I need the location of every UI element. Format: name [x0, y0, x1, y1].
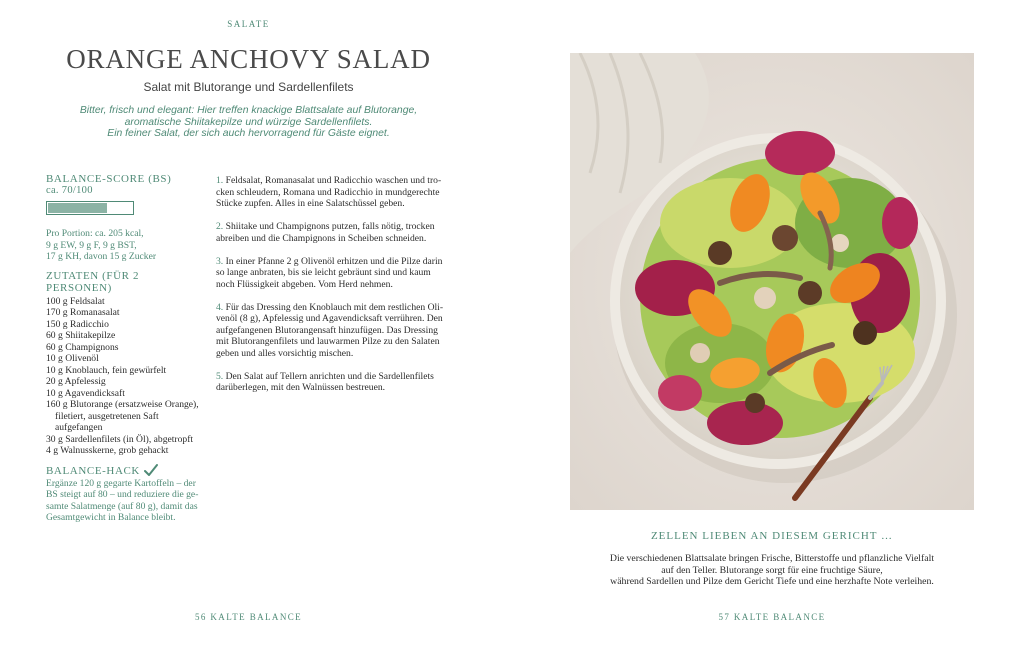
balance-hack-heading: BALANCE-HACK [46, 464, 140, 477]
ingredient-item: 170 g Romanasalat [46, 307, 120, 318]
step-line: Feldsalat, Romanasalat und Radicchio waschen und tro- [225, 175, 442, 186]
step-line: noch Flüssigkeit abgeben. Vom Herd nehmen. [216, 278, 393, 290]
right-page-text [570, 553, 974, 588]
step-line: abreiben und die Champignons in Scheiben schneiden. [216, 232, 427, 244]
ingredient-item: 10 g Agavendicksaft [46, 387, 125, 399]
step-line: cken schleudern, Romana und Radicchio in mundgerechte [216, 186, 440, 198]
ingredients-heading: ZUTATEN (FÜR 2 PERSONEN) [46, 269, 140, 294]
balance-score-value: ca. 70/100 [46, 185, 93, 196]
ingredient-item-continued: aufgefangen [55, 422, 103, 433]
step-3 [216, 256, 456, 291]
balance-score-heading: BALANCE-SCORE (BS) [46, 173, 172, 185]
right-text-line: auf den Teller. Blutorange sorgt für eine fruchtige Säure, [661, 564, 883, 576]
ingredient-item-continued: filetiert, ausgetretenen Saft [55, 410, 159, 422]
balance-hack-header [46, 463, 206, 477]
step-line: aufgefangenen Blutorangensaft hinzufügen. Das Dressing [216, 324, 438, 336]
salad-photo [570, 53, 974, 510]
step-line: Shiitake und Champignons putzen, falls nötig, trocken [225, 221, 435, 232]
ingredient-item: 20 g Apfelessig [46, 376, 106, 387]
step-line: In einer Pfanne 2 g Olivenöl erhitzen und die Pilze darin [225, 255, 443, 267]
intro-line: Ein feiner Salat, der sich auch hervorragend für Gäste eignet. [107, 128, 390, 139]
step-line: Für das Dressing den Knoblauch mit dem restlichen Oli- [225, 301, 444, 313]
step-line: Den Salat auf Tellern anrichten und die Sardellenfilets [225, 370, 434, 382]
ingredient-item: 160 g Blutorange (ersatzweise Orange), [46, 399, 199, 410]
hack-line: Ergänze 120 g gegarte Kartoffeln – der [46, 477, 196, 489]
step-number: 2. [216, 221, 224, 232]
step-2 [216, 221, 456, 244]
ingredient-item: 60 g Shiitakepilze [46, 330, 116, 341]
ingredient-item: 150 g Radicchio [46, 318, 109, 330]
ingredient-item: 10 g Olivenöl [46, 353, 99, 364]
section-label: SALATE [227, 19, 270, 29]
ingredient-item: 4 g Walnusskerne, grob gehackt [46, 445, 169, 456]
recipe-subtitle: Salat mit Blutorange und Sardellenfilets [143, 80, 354, 94]
checkmark-icon [144, 463, 158, 477]
step-line: mit Blutorangenfilets und lauwarmen Pilze zu den Salaten [216, 336, 440, 347]
balance-score-fill [48, 203, 107, 213]
step-line: geben und alles vorsichtig mischen. [216, 347, 354, 359]
step-1 [216, 175, 456, 210]
step-number: 1. [216, 175, 224, 186]
hack-line: BS steigt auf 80 – und reduziere die ge- [46, 489, 199, 500]
balance-hack-text [46, 478, 206, 524]
info-column [46, 173, 206, 524]
step-number: 5. [216, 370, 224, 382]
ingredient-item: 60 g Champignons [46, 341, 119, 353]
ingredient-item: 100 g Feldsalat [46, 295, 105, 307]
nutrition-line: 17 g KH, davon 15 g Zucker [46, 251, 157, 262]
ingredient-item: 10 g Knoblauch, fein gewürfelt [46, 364, 167, 376]
step-5 [216, 371, 456, 394]
hack-line: samte Salatmenge (auf 80 g), damit das [46, 500, 198, 512]
page-footer-right: 57 KALTE BALANCE [718, 612, 826, 622]
right-text-line: Die verschiedenen Blattsalate bringen Frische, Bitterstoffe und pflanzliche Vielfalt [609, 553, 935, 564]
step-number: 4. [216, 301, 224, 313]
right-text-line: während Sardellen und Pilze dem Gericht Tiefe und eine herzhafte Note verleihen. [610, 576, 934, 587]
step-line: Stücke zupfen. Alles in eine Salatschüssel geben. [216, 198, 405, 209]
recipe-intro [60, 105, 437, 140]
step-line: so lange anbraten, bis sie leicht gebräunt sind und kaum [216, 267, 431, 278]
step-4 [216, 302, 456, 360]
intro-line: Bitter, frisch und elegant: Hier treffen knackige Blattsalate auf Blutorange, [79, 105, 418, 116]
intro-line: aromatische Shiitakepilze und würzige Sardellenfilets. [124, 116, 373, 128]
nutrition-line: Pro Portion: ca. 205 kcal, [46, 228, 144, 239]
hack-line: Gesamtgewicht in Balance bleibt. [46, 512, 176, 523]
nutrition-line: 9 g EW, 9 g F, 9 g BST, [46, 239, 137, 251]
ingredient-item: 30 g Sardellenfilets (in Öl), abgetropft [46, 433, 194, 445]
step-line: darüberlegen, mit den Walnüssen bestreuen. [216, 382, 386, 393]
nutrition-info [46, 228, 206, 263]
recipe-title: ORANGE ANCHOVY SALAD [66, 44, 431, 74]
right-page-heading: ZELLEN LIEBEN AN DIESEM GERICHT … [650, 530, 894, 542]
balance-score-bar [46, 201, 134, 215]
step-line: venöl (8 g), Apfelessig und Agavendicksaft verrühren. Den [216, 313, 443, 324]
preparation-steps [216, 175, 456, 405]
salad-bowl-illustration [570, 53, 974, 510]
ingredients-list [46, 296, 206, 457]
step-number: 3. [216, 255, 224, 267]
page-footer-left: 56 KALTE BALANCE [194, 612, 303, 622]
